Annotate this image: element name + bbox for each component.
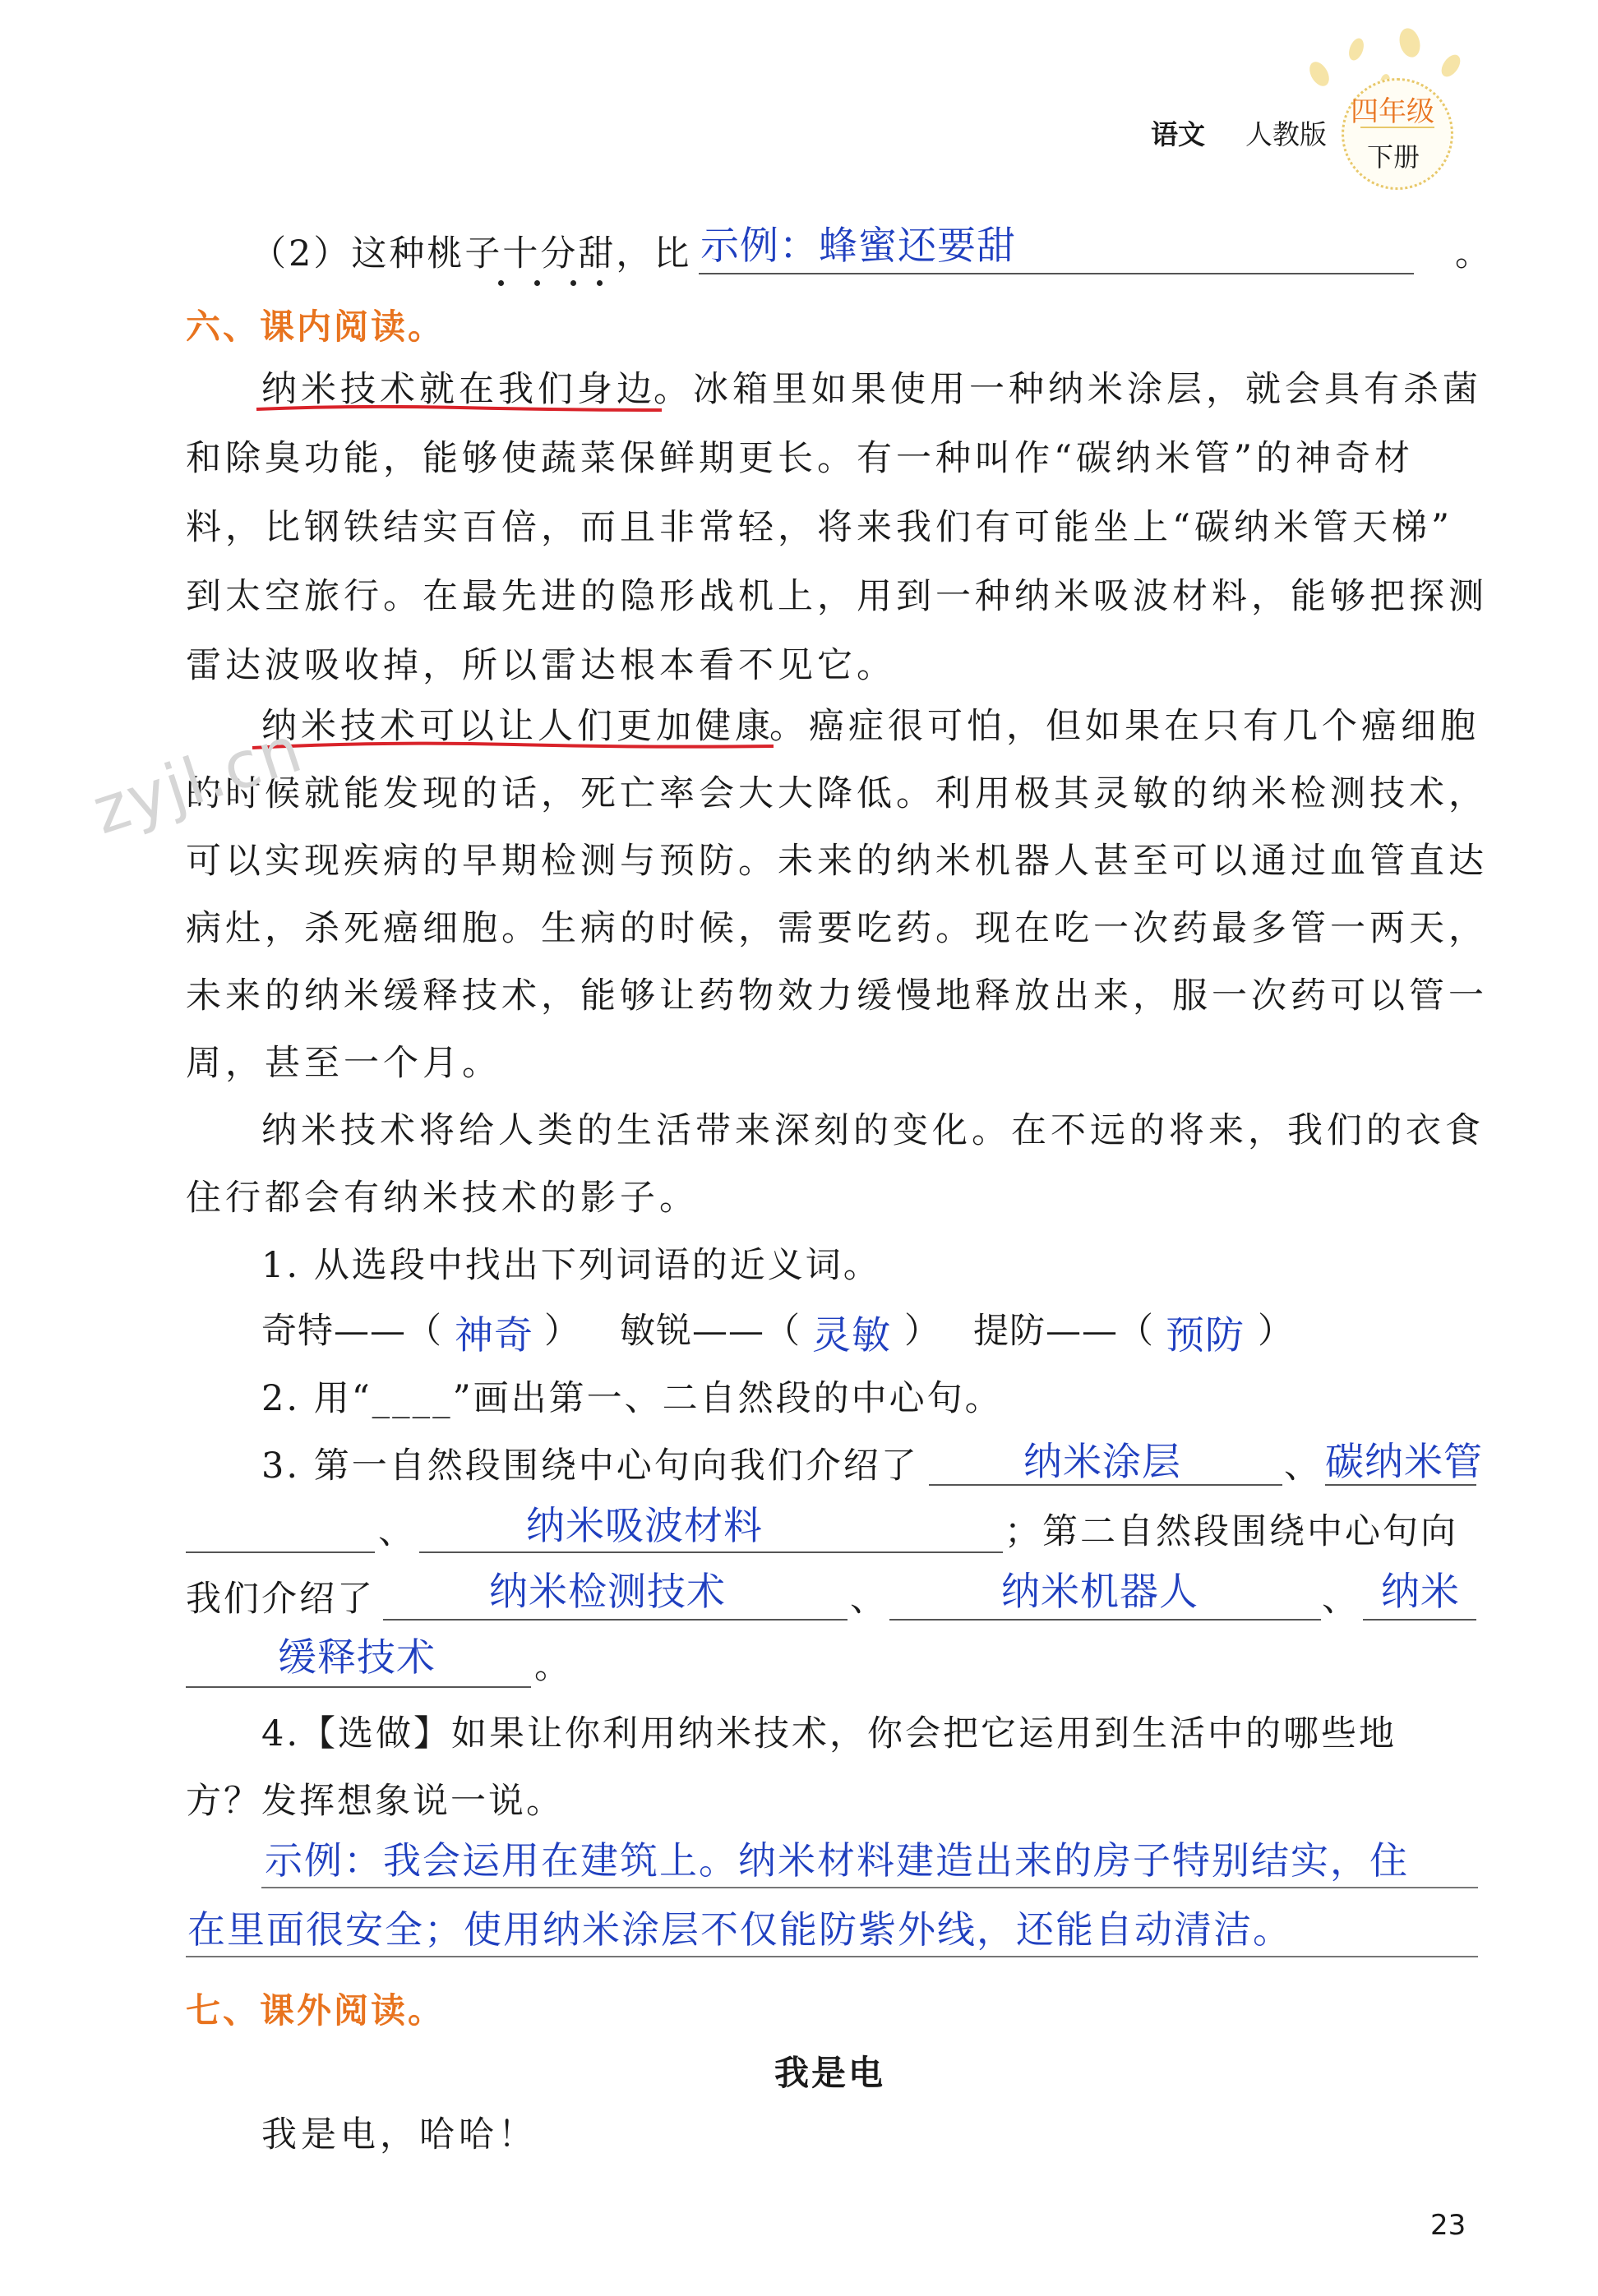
paragraph-1-line: 和除臭功能，能够使蔬菜保鲜期更长。有一种叫作“碳纳米管”的神奇材 — [186, 438, 1414, 479]
question-4-line-1: 4.【选做】如果让你利用纳米技术，你会把它运用到生活中的哪些地 — [261, 1713, 1397, 1754]
emphasis-dot — [597, 280, 603, 286]
page-number: 23 — [1430, 2209, 1466, 2242]
synonym-paren-2: ） — [904, 1311, 944, 1352]
q3-end: 。 — [534, 1646, 574, 1687]
emphasis-dot — [534, 280, 540, 286]
q3-separator-4: 、 — [1322, 1579, 1361, 1620]
paragraph-2-line: 未来的纳米缓释技术，能够让药物效力缓慢地释放出来，服一次药可以管一 — [186, 975, 1488, 1017]
question-4-answer-1: 示例：我会运用在建筑上。纳米材料建造出来的房子特别结实，住 — [265, 1838, 1409, 1883]
volume-label: 下册 — [1367, 141, 1420, 173]
watermark: zyjl.cn — [84, 712, 312, 850]
edition-label: 人教版 — [1245, 118, 1327, 150]
paragraph-2-line: 可以实现疾病的早期检测与预防。未来的纳米机器人甚至可以通过血管直达 — [186, 841, 1488, 882]
q3-answer-3: 纳米吸波材料 — [526, 1504, 763, 1549]
q3-answer-1: 纳米涂层 — [1023, 1440, 1181, 1485]
central-sentence-1: 纳米技术就在我们身边 — [261, 369, 656, 410]
section-6-title: 六、课内阅读。 — [186, 307, 446, 347]
synonym-paren-3: ） — [1258, 1311, 1297, 1352]
q3-answer-line-6-cont — [186, 1686, 531, 1688]
section-7-title: 七、课外阅读。 — [186, 1990, 446, 2031]
paragraph-1-line: 到太空旅行。在最先进的隐形战机上，用到一种纳米吸波材料，能够把探测 — [186, 576, 1488, 617]
q5-2-answer-line — [699, 273, 1414, 274]
synonym-paren-1: ） — [544, 1311, 584, 1352]
question-4-answer-2: 在里面很安全；使用纳米涂层不仅能防紫外线，还能自动清洁。 — [187, 1907, 1292, 1952]
paragraph-1-line: 雷达波吸收掉，所以雷达根本看不见它。 — [186, 645, 896, 686]
synonym-answer-1: 神奇 — [455, 1313, 533, 1358]
q3-separator-1: 、 — [1284, 1445, 1323, 1487]
emphasis-dot — [498, 280, 504, 286]
badge-divider — [1360, 127, 1434, 128]
q5-2-answer: 示例：蜂蜜还要甜 — [700, 224, 1016, 269]
paragraph-3-line: 住行都会有纳米技术的影子。 — [186, 1178, 699, 1219]
grade-label: 四年级 — [1351, 95, 1434, 128]
question-4-answer-line-2 — [186, 1956, 1478, 1957]
emphasis-dot — [570, 280, 576, 286]
q5-2-prompt: （2）这种桃子十分甜，比 — [251, 233, 692, 274]
question-4-line-2: 方？发挥想象说一说。 — [186, 1781, 564, 1822]
story-first-line: 我是电，哈哈！ — [261, 2114, 538, 2155]
red-underline-1 — [255, 403, 666, 419]
q3-answer-line-6 — [1363, 1619, 1476, 1621]
paragraph-2-line: 周，甚至一个月。 — [186, 1043, 501, 1084]
q3-answer-2: 碳纳米管 — [1325, 1440, 1483, 1485]
question-1-prompt: 1. 从选段中找出下列词语的近义词。 — [261, 1245, 881, 1286]
question-2-prompt: 2. 用“____”画出第一、二自然段的中心句。 — [261, 1378, 1003, 1419]
question-3-line-2: ；第二自然段围绕中心句向 — [1005, 1511, 1458, 1552]
paragraph-3-line: 纳米技术将给人类的生活带来深刻的变化。在不远的将来，我们的衣食 — [261, 1110, 1485, 1151]
synonym-word-2: 敏锐——（ — [620, 1311, 801, 1352]
question-3-line-3: 我们介绍了 — [186, 1579, 375, 1620]
synonym-word-3: 提防——（ — [973, 1311, 1154, 1352]
q3-answer-4: 纳米检测技术 — [489, 1570, 726, 1615]
q3-answer-6a: 纳米 — [1381, 1570, 1460, 1615]
q3-answer-6b: 缓释技术 — [278, 1635, 436, 1681]
q5-2-end: 。 — [1455, 233, 1494, 274]
q3-answer-line-4 — [383, 1619, 847, 1621]
q3-separator-3: 、 — [850, 1579, 889, 1620]
story-title: 我是电 — [774, 2053, 886, 2093]
paragraph-1-line: 。冰箱里如果使用一种纳米涂层，就会具有杀菌 — [654, 369, 1482, 410]
q3-answer-line-2 — [1325, 1484, 1476, 1486]
synonym-word-1: 奇特——（ — [261, 1311, 442, 1352]
grade-badge — [1342, 78, 1453, 190]
q3-answer-line-5 — [889, 1619, 1321, 1621]
subject-label: 语文 — [1151, 118, 1205, 150]
paragraph-2-line: 病灶，杀死癌细胞。生病的时候，需要吃药。现在吃一次药最多管一两天， — [186, 908, 1488, 949]
question-4-answer-line-1 — [261, 1887, 1478, 1888]
paragraph-1-line: 料，比钢铁结实百倍，而且非常轻，将来我们有可能坐上“碳纳米管天梯” — [186, 507, 1453, 548]
synonym-answer-2: 灵敏 — [812, 1313, 891, 1358]
paragraph-2-line: 的时候就能发现的话，死亡率会大大降低。利用极其灵敏的纳米检测技术， — [186, 773, 1488, 814]
red-underline-2 — [251, 738, 777, 756]
synonym-answer-3: 预防 — [1166, 1313, 1245, 1358]
paragraph-2-line: 。癌症很可怕，但如果在只有几个癌细胞 — [769, 706, 1480, 747]
central-sentence-2: 纳米技术可以让人们更加健康 — [261, 706, 774, 747]
q3-separator-2: 、 — [378, 1511, 418, 1552]
q3-answer-line-3 — [419, 1551, 1003, 1553]
q3-answer-5: 纳米机器人 — [1001, 1570, 1198, 1615]
q3-answer-line-2-cont — [186, 1551, 375, 1553]
q3-answer-line-1 — [929, 1484, 1282, 1486]
question-3-line-1: 3. 第一自然段围绕中心句向我们介绍了 — [261, 1445, 919, 1487]
